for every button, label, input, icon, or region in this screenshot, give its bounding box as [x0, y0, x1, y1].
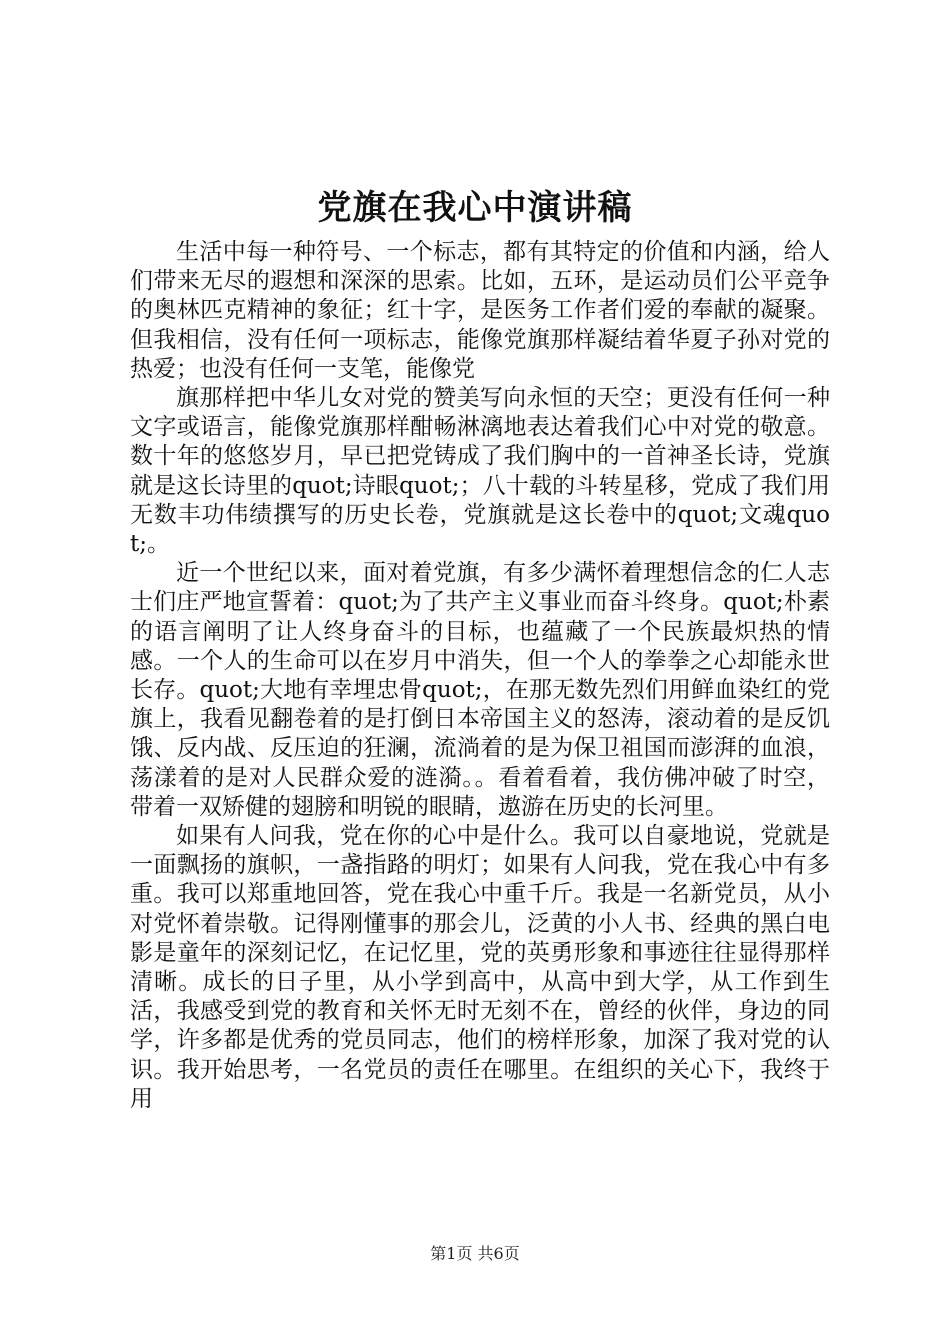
- paragraph-3: 近一个世纪以来，面对着党旗，有多少满怀着理想信念的仁人志士们庄严地宣誓着：quot;为了共产主义事业而奋斗终身。quot;朴素的语言阐明了让人终身奋斗的目标，也蕴藏了一个民族最炽热的情感。一个人的生命可以在岁月中消失，但一个人的拳拳之心却能永世长存。quot;大地有幸埋忠骨quot;，在那无数先烈们用鲜血染红的党旗上，我看见翻卷着的是打倒日本帝国主义的怒涛，滚动着的是反饥饿、反内战、反压迫的狂澜，流淌着的是为保卫祖国而澎湃的血浪，荡漾着的是对人民群众爱的涟漪。。看着看着，我仿佛冲破了时空，带着一双矫健的翅膀和明锐的眼睛，遨游在历史的长河里。: [130, 560, 830, 820]
- page-footer: 第1页 共6页: [430, 1244, 520, 1263]
- paragraph-1: 生活中每一种符号、一个标志，都有其特定的价值和内涵，给人们带来无尽的遐想和深深的思索。比如，五环，是运动员们公平竞争的奥林匹克精神的象征；红十字，是医务工作者们爱的奉献的凝聚。但我相信，没有任何一项标志，能像党旗那样凝结着华夏子孙对党的热爱；也没有任何一支笔，能像党: [130, 239, 830, 382]
- paragraph-2: 旗那样把中华儿女对党的赞美写向永恒的天空；更没有任何一种文字或语言，能像党旗那样酣畅淋漓地表达着我们心中对党的敬意。数十年的悠悠岁月，早已把党铸成了我们胸中的一首神圣长诗，党旗就是这长诗里的quot;诗眼quot;；八十载的斗转星移，党成了我们用无数丰功伟绩撰写的历史长卷，党旗就是这长卷中的quot;文魂quot;。: [130, 385, 830, 558]
- document-title: 党旗在我心中演讲稿: [317, 188, 633, 228]
- paragraph-4: 如果有人问我，党在你的心中是什么。我可以自豪地说，党就是一面飘扬的旗帜，一盏指路的明灯；如果有人问我，党在我心中有多重。我可以郑重地回答，党在我心中重千斤。我是一名新党员，从小对党怀着崇敬。记得刚懂事的那会儿，泛黄的小人书、经典的黑白电影是童年的深刻记忆，在记忆里，党的英勇形象和事迹往往显得那样清晰。成长的日子里，从小学到高中，从高中到大学，从工作到生活，我感受到党的教育和关怀无时无刻不在，曾经的伙伴，身边的同学，许多都是优秀的党员同志，他们的榜样形象，加深了我对党的认识。我开始思考，一名党员的责任在哪里。在组织的关心下，我终于用: [130, 823, 830, 1112]
- document-body: [130, 238, 830, 1114]
